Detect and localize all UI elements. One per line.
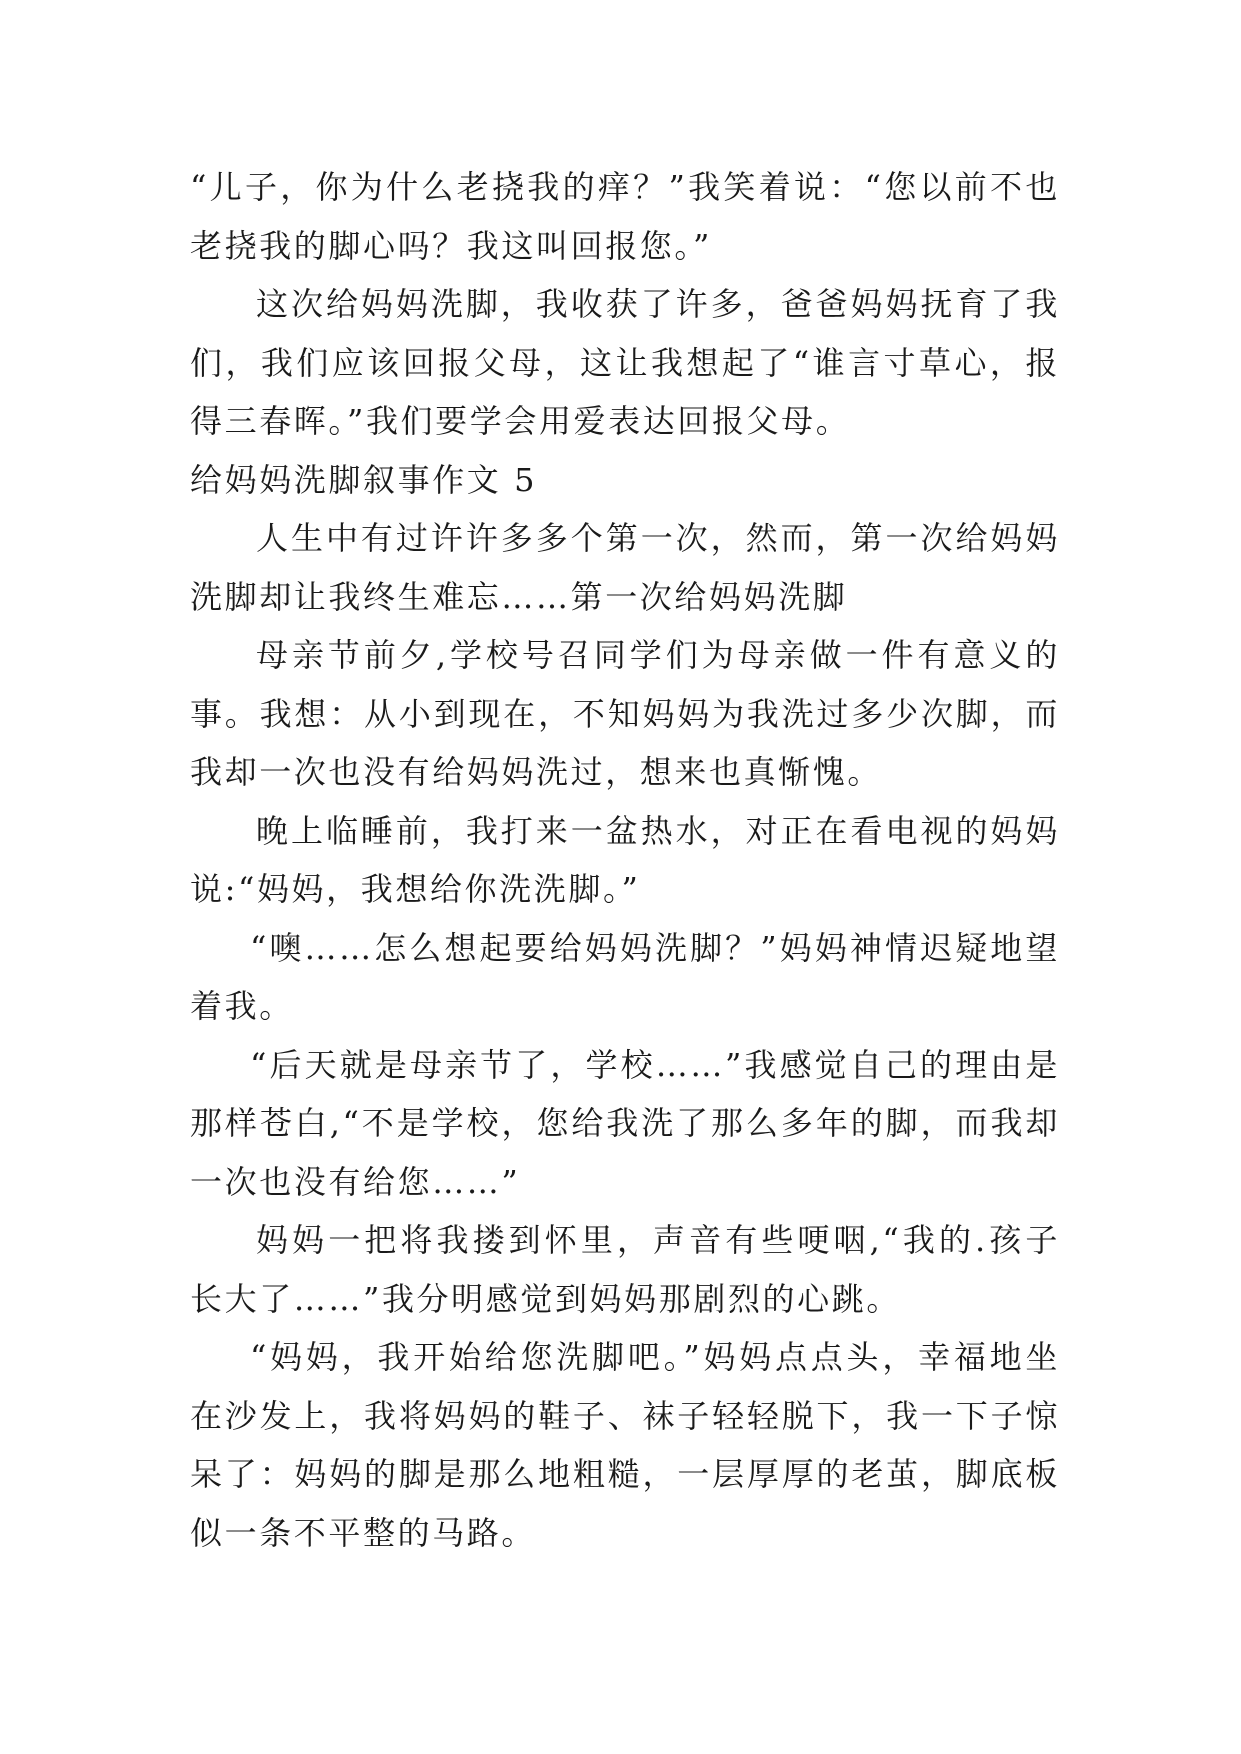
essay-body [190, 158, 1060, 1562]
paragraph-reason: “后天就是母亲节了，学校……”我感觉自己的理由是那样苍白,“不是学校，您给我洗了那么多年的脚，而我却一次也没有给您……” [190, 1045, 1060, 1201]
paragraph-embrace: 妈妈一把将我搂到怀里，声音有些哽咽,“我的.孩子长大了……”我分明感觉到妈妈那剧烈的心跳。 [190, 1221, 1060, 1318]
paragraph-dialogue: “儿子，你为什么老挠我的痒？”我笑着说：“您以前不也老挠我的脚心吗？我这叫回报您。” [190, 168, 1060, 265]
paragraph-evening: 晚上临睡前，我打来一盆热水，对正在看电视的妈妈说:“妈妈，我想给你洗洗脚。” [190, 811, 1060, 908]
paragraph-mother-question: “噢……怎么想起要给妈妈洗脚？”妈妈神情迟疑地望着我。 [190, 928, 1060, 1025]
paragraph-mothers-day: 母亲节前夕,学校号召同学们为母亲做一件有意义的事。我想：从小到现在，不知妈妈为我洗过多少次脚，而我却一次也没有给妈妈洗过，想来也真惭愧。 [190, 636, 1060, 791]
essay-title: 给妈妈洗脚叙事作文 5 [190, 460, 538, 499]
paragraph-reflection: 这次给妈妈洗脚，我收获了许多，爸爸妈妈抚育了我们，我们应该回报父母，这让我想起了“谁言寸草心，报得三春晖。”我们要学会用爱表达回报父母。 [190, 285, 1060, 440]
paragraph-washing: “妈妈，我开始给您洗脚吧。”妈妈点点头，幸福地坐在沙发上，我将妈妈的鞋子、袜子轻轻脱下，我一下子惊呆了：妈妈的脚是那么地粗糙，一层厚厚的老茧，脚底板似一条不平整的马路。 [190, 1338, 1060, 1552]
paragraph-intro: 人生中有过许许多多个第一次，然而，第一次给妈妈洗脚却让我终生难忘……第一次给妈妈洗脚 [190, 519, 1060, 616]
